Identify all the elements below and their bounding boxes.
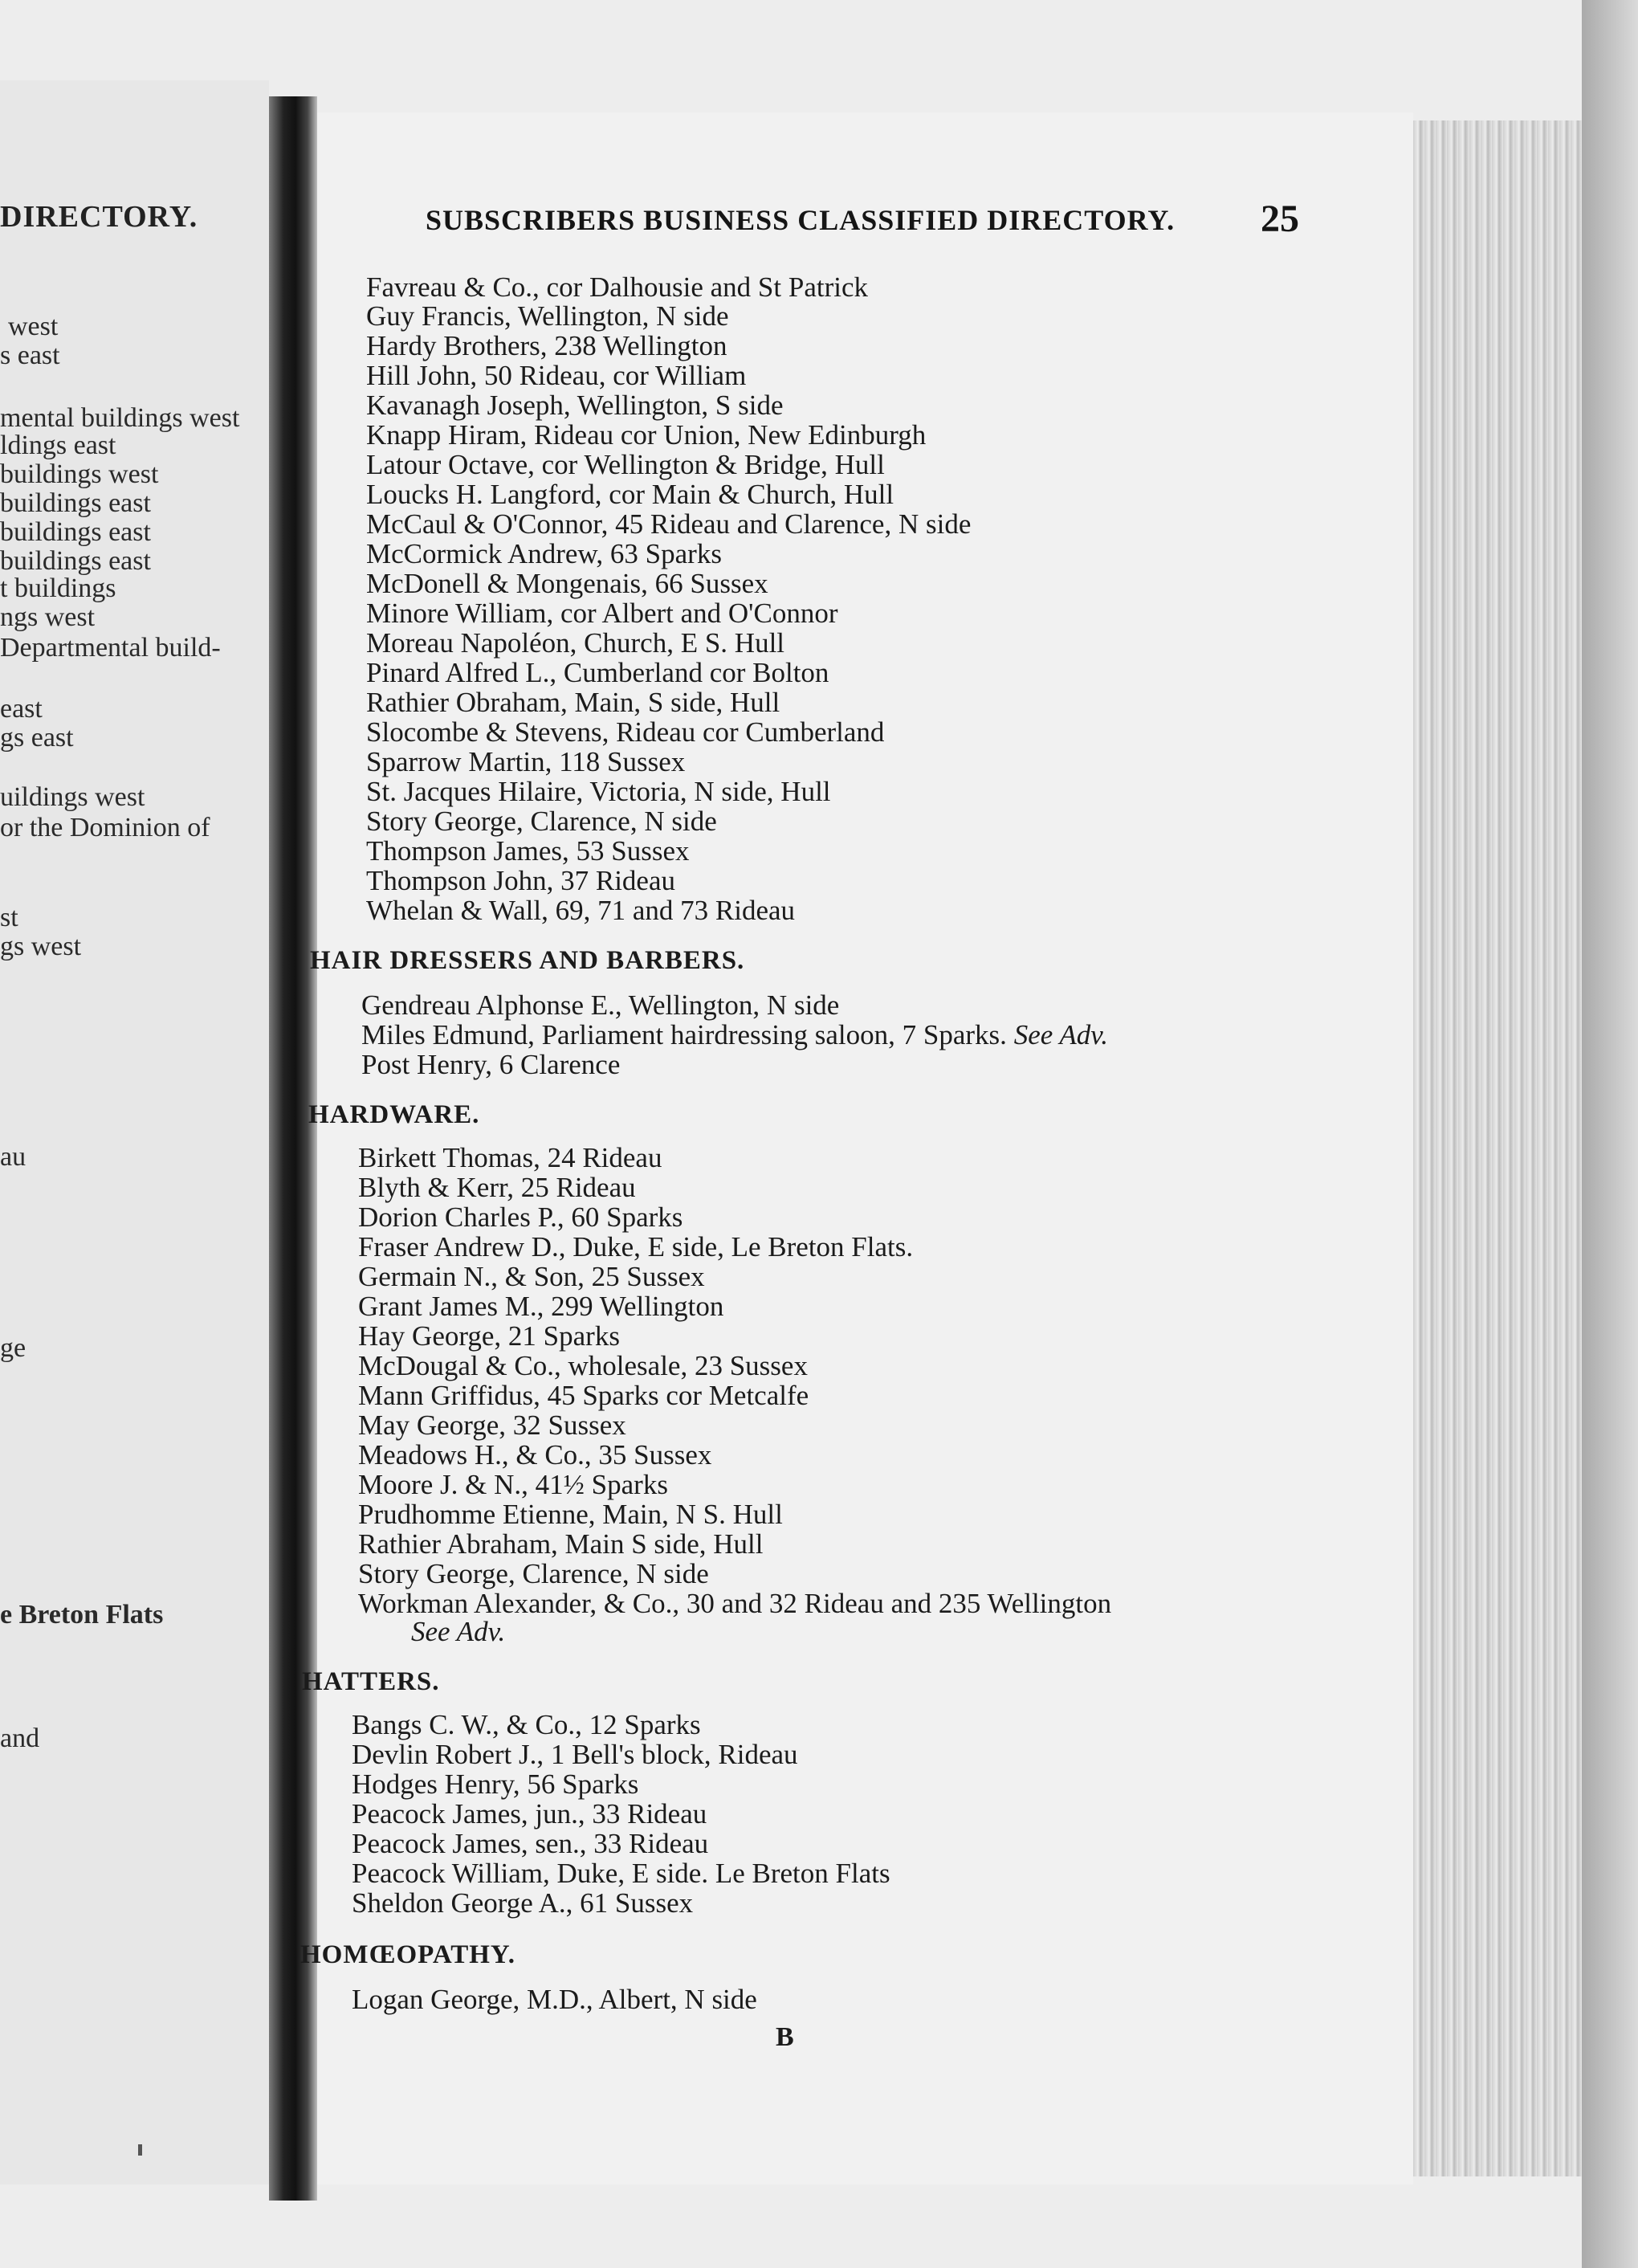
directory-entry: Sheldon George A., 61 Sussex	[352, 1887, 694, 1919]
left-fragment: gs east	[0, 723, 74, 753]
directory-entry: Post Henry, 6 Clarence	[361, 1049, 621, 1080]
left-page	[0, 80, 269, 2184]
left-fragment: west	[8, 312, 59, 341]
directory-entry: May George, 32 Sussex	[358, 1409, 626, 1441]
directory-entry: Sparrow Martin, 118 Sussex	[366, 746, 686, 777]
left-fragment: and	[0, 1723, 40, 1753]
directory-entry: Whelan & Wall, 69, 71 and 73 Rideau	[366, 895, 796, 926]
directory-entry: Rathier Abraham, Main S side, Hull	[358, 1528, 764, 1560]
directory-entry: Knapp Hiram, Rideau cor Union, New Edinburgh	[366, 419, 927, 451]
directory-entry: Meadows H., & Co., 35 Sussex	[358, 1439, 712, 1471]
directory-entry: Moore J. & N., 41½ Sparks	[358, 1469, 668, 1500]
directory-entry: Gendreau Alphonse E., Wellington, N side	[361, 989, 840, 1021]
directory-entry: Hodges Henry, 56 Sparks	[352, 1768, 639, 1800]
directory-entry: Hay George, 21 Sparks	[358, 1320, 620, 1352]
left-fragment: mental buildings west	[0, 403, 240, 433]
directory-entry: Germain N., & Son, 25 Sussex	[358, 1261, 705, 1292]
left-fragment: east	[0, 694, 43, 724]
directory-entry: McCaul & O'Connor, 45 Rideau and Clarence, N side	[366, 508, 972, 540]
left-fragment: buildings east	[0, 517, 151, 547]
left-fragment: ngs west	[0, 602, 96, 632]
book-gutter	[269, 96, 317, 2201]
left-fragment: ge	[0, 1333, 26, 1363]
directory-entry: Bangs C. W., & Co., 12 Sparks	[352, 1709, 701, 1740]
entry-text: Miles Edmund, Parliament hairdressing saloon, 7 Sparks.	[361, 1019, 1007, 1050]
section-heading-hair-dressers: HAIR DRESSERS AND BARBERS.	[310, 946, 745, 975]
directory-entry: Mann Griffidus, 45 Sparks cor Metcalfe	[358, 1380, 809, 1411]
directory-entry: Birkett Thomas, 24 Rideau	[358, 1142, 662, 1173]
directory-entry: Kavanagh Joseph, Wellington, S side	[366, 390, 784, 421]
left-fragment: Departmental build-	[0, 633, 221, 663]
section-heading-homoeopathy: HOMŒOPATHY.	[300, 1940, 515, 1969]
directory-entry: Story George, Clarence, N side	[366, 806, 717, 837]
directory-entry: McCormick Andrew, 63 Sparks	[366, 538, 722, 569]
directory-entry: Peacock William, Duke, E side. Le Breton Flats	[352, 1858, 890, 1889]
directory-entry: McDonell & Mongenais, 66 Sussex	[366, 568, 768, 599]
directory-entry: Devlin Robert J., 1 Bell's block, Rideau	[352, 1739, 798, 1770]
directory-entry: Minore William, cor Albert and O'Connor	[366, 598, 838, 629]
left-fragment: gs west	[0, 932, 82, 961]
left-fragment: s east	[0, 341, 60, 370]
directory-entry: Fraser Andrew D., Duke, E side, Le Breton Flats.	[358, 1231, 914, 1262]
directory-entry: Hardy Brothers, 238 Wellington	[366, 330, 727, 361]
page-edges	[1413, 120, 1582, 2176]
see-adv-note: See Adv.	[411, 1616, 506, 1647]
left-fragment: buildings east	[0, 488, 151, 518]
left-fragment: buildings east	[0, 546, 151, 576]
page-number: 25	[1261, 198, 1299, 240]
directory-entry: Thompson John, 37 Rideau	[366, 865, 675, 896]
running-head: SUBSCRIBERS BUSINESS CLASSIFIED DIRECTORY.	[426, 204, 1176, 236]
left-fragment: au	[0, 1142, 26, 1172]
see-adv-note: See Adv.	[1013, 1019, 1108, 1050]
directory-entry: St. Jacques Hilaire, Victoria, N side, Hull	[366, 776, 831, 807]
directory-entry: Story George, Clarence, N side	[358, 1558, 709, 1589]
left-fragment: e Breton Flats	[0, 1600, 164, 1630]
scan-edge	[1582, 0, 1638, 2268]
directory-entry: Thompson James, 53 Sussex	[366, 835, 690, 867]
directory-entry: Peacock James, sen., 33 Rideau	[352, 1828, 709, 1859]
directory-entry: Loucks H. Langford, cor Main & Church, Hull	[366, 479, 894, 510]
directory-entry: Favreau & Co., cor Dalhousie and St Patrick	[366, 271, 869, 303]
directory-entry	[361, 1019, 1108, 1051]
directory-entry: Slocombe & Stevens, Rideau cor Cumberland	[366, 716, 885, 748]
directory-entry: Workman Alexander, & Co., 30 and 32 Rideau and 235 Wellington	[358, 1588, 1112, 1619]
directory-entry: Moreau Napoléon, Church, E S. Hull	[366, 627, 785, 659]
directory-entry: Latour Octave, cor Wellington & Bridge, Hull	[366, 449, 885, 480]
left-fragment: or the Dominion of	[0, 813, 210, 842]
directory-entry: Guy Francis, Wellington, N side	[366, 300, 729, 332]
directory-entry: Prudhomme Etienne, Main, N S. Hull	[358, 1499, 783, 1530]
left-fragment: uildings west	[0, 782, 145, 812]
directory-entry: McDougal & Co., wholesale, 23 Sussex	[358, 1350, 808, 1381]
signature-mark: B	[776, 2022, 794, 2052]
ink-mark	[138, 2144, 142, 2156]
directory-entry: Dorion Charles P., 60 Sparks	[358, 1201, 683, 1233]
directory-entry: Hill John, 50 Rideau, cor William	[366, 360, 747, 391]
left-fragment: t buildings	[0, 573, 116, 603]
left-fragment: buildings west	[0, 459, 159, 489]
directory-entry: Peacock James, jun., 33 Rideau	[352, 1798, 707, 1829]
section-heading-hardware: HARDWARE.	[308, 1100, 480, 1129]
left-fragment: ldings east	[0, 430, 116, 460]
left-fragment: st	[0, 903, 18, 932]
directory-entry: Blyth & Kerr, 25 Rideau	[358, 1172, 636, 1203]
directory-entry: Grant James M., 299 Wellington	[358, 1291, 724, 1322]
directory-entry: Logan George, M.D., Albert, N side	[352, 1984, 757, 2015]
section-heading-hatters: HATTERS.	[302, 1667, 440, 1696]
directory-entry: Pinard Alfred L., Cumberland cor Bolton	[366, 657, 829, 688]
left-running-head: DIRECTORY.	[0, 200, 198, 234]
directory-entry: Rathier Obraham, Main, S side, Hull	[366, 687, 780, 718]
